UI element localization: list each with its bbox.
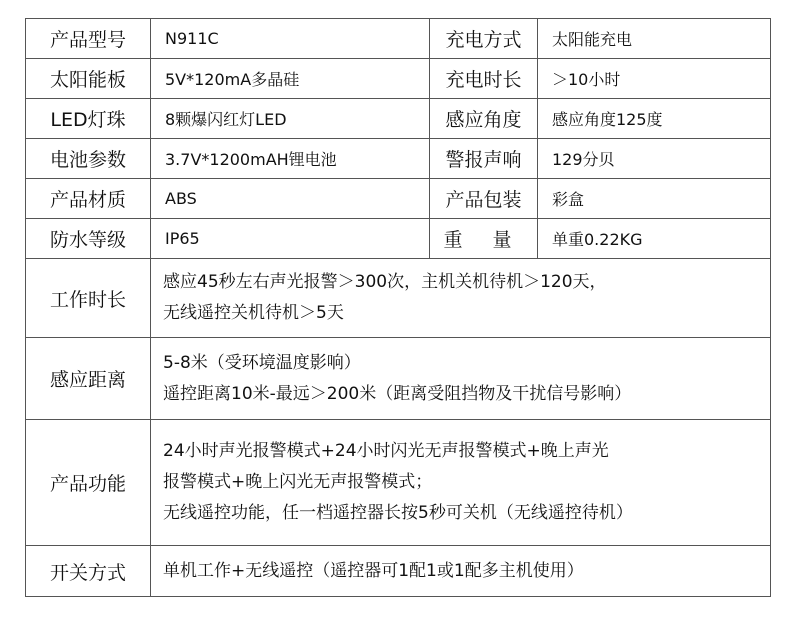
- table-row: [26, 219, 771, 259]
- spec-table: [25, 18, 771, 597]
- label-work-time: 工作时长: [26, 259, 151, 338]
- label-alarm-volume: 警报声响: [430, 139, 538, 179]
- value-solar-panel: 5V*120mA多晶硅: [151, 59, 430, 99]
- function-line: 24小时声光报警模式+24小时闪光无声报警模式+晚上声光: [163, 441, 609, 461]
- label-model: 产品型号: [26, 19, 151, 59]
- sensing-distance-line: 5-8米（受环境温度影响）: [163, 352, 361, 373]
- work-time-line: 感应45秒左右声光报警＞300次，主机关机待机＞120天，: [163, 272, 607, 292]
- sensing-distance-line: 遥控距离10米-最远＞200米（距离受阻挡物及干扰信号影响）: [163, 383, 632, 404]
- label-material: 产品材质: [26, 179, 151, 219]
- work-time-line: 无线遥控关机待机＞5天: [163, 303, 344, 323]
- value-material: ABS: [151, 179, 430, 219]
- value-model: N911C: [151, 19, 430, 59]
- table-row: [26, 139, 771, 179]
- label-charging-method: 充电方式: [430, 19, 538, 59]
- label-charging-time: 充电时长: [430, 59, 538, 99]
- value-switch-mode: 单机工作+无线遥控（遥控器可1配1或1配多主机使用）: [151, 546, 771, 597]
- function-line: 报警模式+晚上闪光无声报警模式；: [163, 472, 433, 492]
- label-switch-mode: 开关方式: [26, 546, 151, 597]
- value-packaging: 彩盒: [538, 179, 771, 219]
- label-solar-panel: 太阳能板: [26, 59, 151, 99]
- table-row: [26, 19, 771, 59]
- value-alarm-volume: 129分贝: [538, 139, 771, 179]
- function-line: 无线遥控功能，任一档遥控器长按5秒可关机（无线遥控待机）: [163, 503, 633, 523]
- value-led: 8颗爆闪红灯LED: [151, 99, 430, 139]
- table-row: [26, 99, 771, 139]
- table-row: [26, 338, 771, 420]
- value-charging-time: ＞10小时: [538, 59, 771, 99]
- label-weight: 重 量: [430, 219, 538, 259]
- label-function: 产品功能: [26, 420, 151, 546]
- value-function: [151, 420, 771, 546]
- table-row: [26, 546, 771, 597]
- value-sensing-angle: 感应角度125度: [538, 99, 771, 139]
- label-packaging: 产品包装: [430, 179, 538, 219]
- table-row: [26, 59, 771, 99]
- value-charging-method: 太阳能充电: [538, 19, 771, 59]
- table-row: [26, 420, 771, 546]
- value-waterproof: IP65: [151, 219, 430, 259]
- value-battery: 3.7V*1200mAH锂电池: [151, 139, 430, 179]
- label-sensing-distance: 感应距离: [26, 338, 151, 420]
- label-led: LED灯珠: [26, 99, 151, 139]
- value-weight: 单重0.22KG: [538, 219, 771, 259]
- value-work-time: [151, 259, 771, 338]
- label-sensing-angle: 感应角度: [430, 99, 538, 139]
- table-row: [26, 179, 771, 219]
- label-waterproof: 防水等级: [26, 219, 151, 259]
- table-row: [26, 259, 771, 338]
- value-sensing-distance: [151, 338, 771, 420]
- label-battery: 电池参数: [26, 139, 151, 179]
